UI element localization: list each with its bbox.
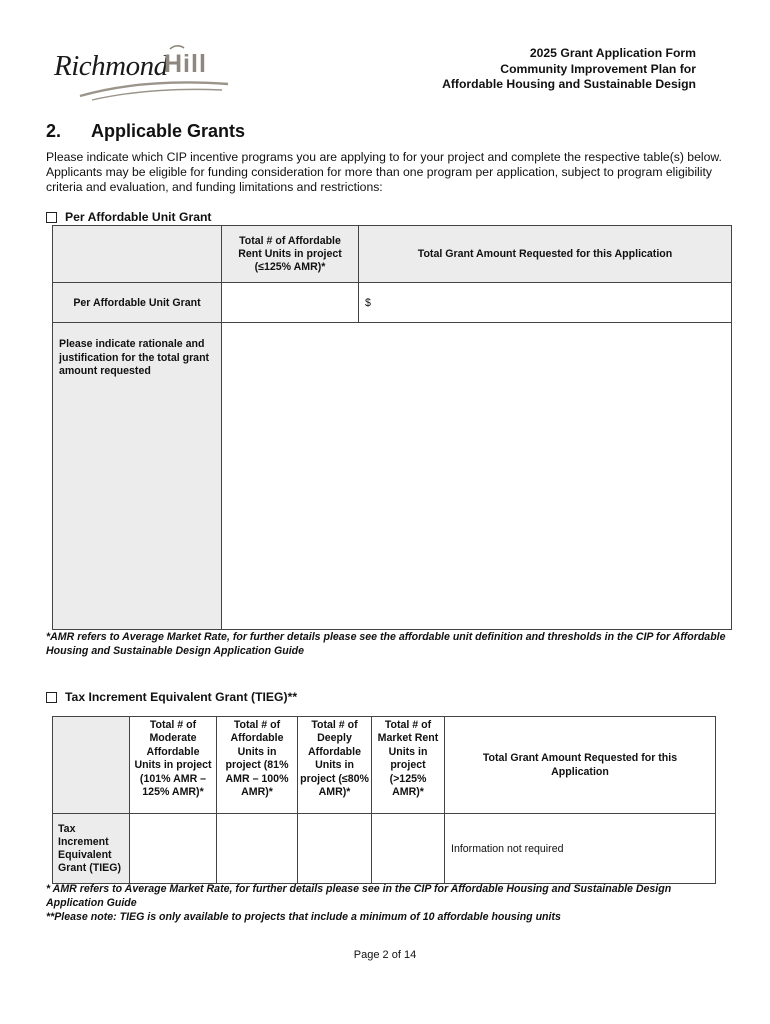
section-intro: Please indicate which CIP incentive programs you are applying to for your project and complete the respective table(s) below. Applicants may be eligible for funding consideration for more than one program per application, subject to program eligibility criteria and evaluation, and funding limitations and restrictions: — [46, 150, 722, 195]
affordable-units-81-100-input[interactable] — [217, 814, 298, 884]
header-line-2: Community Improvement Plan for — [500, 61, 696, 76]
moderate-affordable-units-header: Total # of Moderate Affordable Units in project (101% AMR – 125% AMR)* — [130, 717, 217, 814]
tieg-table-corner-cell — [53, 717, 130, 814]
per-affordable-unit-grant-table — [52, 225, 732, 630]
tieg-minimum-note: **Please note: TIEG is only available to projects that include a minimum of 10 affordable housing units — [46, 911, 561, 923]
information-not-required-text: Information not required — [451, 842, 564, 855]
per-affordable-unit-grant-label: Per Affordable Unit Grant — [65, 210, 212, 224]
grant-amount-input[interactable] — [359, 283, 732, 323]
document-header — [442, 46, 696, 93]
section-title — [46, 121, 245, 142]
logo-text-richmond: Richmond — [54, 50, 168, 82]
per-affordable-unit-grant-row-label: Per Affordable Unit Grant — [53, 283, 222, 323]
header-line-1: 2025 Grant Application Form — [529, 46, 696, 60]
richmond-hill-logo — [52, 44, 232, 104]
amr-note-2: * AMR refers to Average Market Rate, for further details please see in the CIP for Affordable Housing and Sustainable Design Application Guide — [46, 883, 672, 909]
grant-amount-header: Total Grant Amount Requested for this Application — [359, 226, 732, 283]
page-number: Page 2 of 14 — [353, 949, 417, 961]
per-affordable-unit-grant-checkbox[interactable] — [46, 212, 57, 223]
deeply-affordable-units-input[interactable] — [298, 814, 372, 884]
moderate-affordable-units-input[interactable] — [130, 814, 217, 884]
tieg-option[interactable] — [46, 690, 297, 704]
section-title-text: Applicable Grants — [91, 121, 246, 141]
dollar-sign: $ — [365, 296, 371, 309]
deeply-affordable-units-header: Total # of Deeply Affordable Units in project (≤80% AMR)* — [298, 717, 372, 814]
affordable-units-81-100-header: Total # of Affordable Units in project (81% AMR – 100% AMR)* — [217, 717, 298, 814]
rationale-input[interactable] — [222, 323, 732, 630]
tieg-checkbox[interactable] — [46, 692, 57, 703]
per-affordable-unit-grant-option[interactable] — [46, 210, 212, 224]
tieg-grant-amount-header: Total Grant Amount Requested for this Application — [445, 717, 716, 814]
table-corner-cell — [53, 226, 222, 283]
logo-text-hill: Hill — [164, 50, 207, 78]
amr-note-1: *AMR refers to Average Market Rate, for further details please see the affordable unit definition and thresholds in the CIP for Affordable Housing and Sustainable Design Application Guide — [46, 631, 726, 657]
tieg-row-label: Tax Increment Equivalent Grant (TIEG) — [53, 814, 130, 884]
rationale-label: Please indicate rationale and justification for the total grant amount requested — [53, 323, 222, 630]
header-line-3: Affordable Housing and Sustainable Design — [442, 77, 696, 91]
market-rent-units-input[interactable] — [372, 814, 445, 884]
market-rent-units-header: Total # of Market Rent Units in project (>125% AMR)* — [372, 717, 445, 814]
affordable-units-header: Total # of Affordable Rent Units in project (≤125% AMR)* — [222, 226, 359, 283]
section-number: 2. — [46, 121, 62, 141]
tieg-table — [52, 716, 716, 884]
tieg-label: Tax Increment Equivalent Grant (TIEG)** — [65, 690, 298, 704]
tieg-info-cell — [445, 814, 716, 884]
affordable-units-input[interactable] — [222, 283, 359, 323]
